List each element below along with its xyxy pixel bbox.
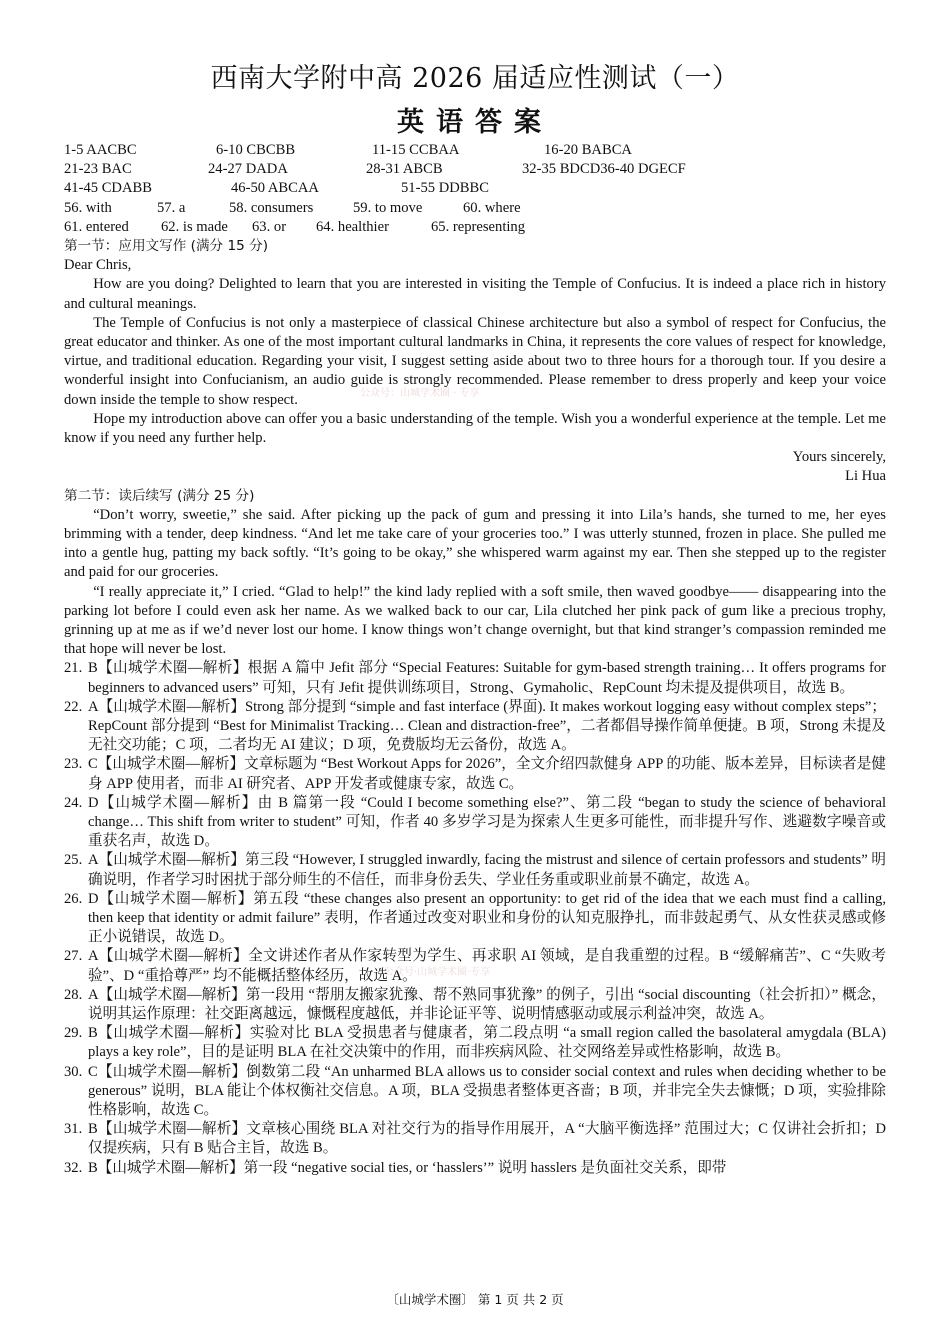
answer-group: 16-20 BABCA [544, 142, 632, 158]
watermark: 公众号：山城学术圈 · 专享 [360, 388, 480, 399]
question-number: 28. [64, 986, 83, 1003]
letter-paragraph: Hope my introduction above can offer you a basic understanding of the temple. Wish you a wonderful experience at the temple. Let me know if you need any further help. [64, 410, 886, 446]
fill-answer: 56. with [64, 199, 112, 216]
fill-answer: 62. is made [161, 218, 228, 235]
letter-salutation: Dear Chris, [64, 257, 132, 274]
answer-key-row [64, 141, 886, 160]
answer-group: 6-10 CBCBB [216, 142, 296, 158]
question-number: 29. [64, 1025, 83, 1042]
explanation-text: A【山城学术圈—解析】第一段用 “帮朋友搬家犹豫、帮不熟同事犹豫” 的例子，引出 “social discounting（社会折扣）” 概念，说明其运作原理：社交距离越远，慷慨程度越低，并非论证平等、说明情感驱动或展示利益冲突，故选 A。 [88, 986, 886, 1023]
explanation-text: A【山城学术圈—解析】第三段 “However, I struggled inwardly, facing the mistrust and silence of certain professors and students” 明确说明，作者学习时困扰于部分师生的不信任，而非身份丢失、学业任务重或职业前景不确定，故选 A。 [88, 852, 886, 888]
explanation-item [64, 1120, 886, 1158]
question-number: 32. [64, 1159, 83, 1176]
explanation-text: A【山城学术圈—解析】全文讲述作者从作家转型为学生、再求职 AI 领域，是自我重塑的过程。B “缓解痛苦”、C “失败考验”、D “重拾尊严” 均不能概括整体经历，故选 A。 [88, 948, 886, 984]
continuation-paragraph: “I really appreciate it,” I cried. “Glad to help!” the kind lady replied with a soft smile, then waved goodbye—— disappearing into the parking lot before I could even ask her name. As we walked back to our car, Lila clutched her pink pack of gum like a precious trophy, grinning up at me as if we’d never lost our home. I know things won’t change overnight, but that kind stranger’s compassion reminded me that hope will never be lost. [64, 583, 886, 658]
fill-answer: 57. a [157, 199, 186, 216]
fill-blank-row [64, 218, 886, 237]
answer-group: 1-5 AACBC [64, 142, 137, 158]
explanation-text: D【山城学术圈—解析】第五段 “these changes also present an opportunity: to get rid of the idea that we each must find a calling, then keep that identity or admit failure” 表明，作者通过改变对职业和身份的认知克服挣扎，而非鼓起勇气、从女性获灵感或修正小说错误，故选 D。 [88, 890, 886, 946]
letter-paragraph: How are you doing? Delighted to learn that you are interested in visiting the Temple of Confucius. It is indeed a place rich in history and cultural meanings. [64, 276, 886, 312]
fill-answer: 63. or [252, 218, 287, 235]
explanation-item [64, 851, 886, 889]
question-number: 30. [64, 1063, 83, 1080]
answer-group: 11-15 CCBAA [372, 142, 460, 158]
question-number: 23. [64, 756, 83, 773]
fill-answer: 61. entered [64, 218, 129, 235]
explanation-text: A【山城学术圈—解析】Strong 部分提到 “simple and fast interface (界面). It makes workout logging easy without complex steps”；RepCount 部分提到 “Best for Minimalist Tracking… Clean and distraction-free”，二者都倡导操作简单便捷。B 项，Strong 未提及无社交功能；C 项，二者均无 AI 建议；D 项，免费版均无云备份，故选 A。 [88, 698, 886, 754]
explanation-item [64, 1159, 886, 1178]
continuation-paragraph: “Don’t worry, sweetie,” she said. After picking up the pack of gum and pressing it into Lila’s hands, she turned to me, her eyes brimming with a tender, deep kindness. “And let me take care of your groceries too.” I was utterly stunned, frozen in place. She pulled me into a gentle hug, patting my back softly. “It’s going to be okay,” she whispered warm against my ear. Then she stepped up to the register and paid for our groceries. [64, 506, 886, 581]
fill-answer: 64. healthier [316, 218, 389, 235]
question-number: 31. [64, 1121, 83, 1138]
question-number: 25. [64, 852, 83, 869]
explanation-text: C【山城学术圈—解析】倒数第二段 “An unharmed BLA allows us to consider social context and rules when deciding whether to be generous” 说明，BLA 能让个体权衡社交信息。A 项，BLA 受损患者整体更吝啬；B 项，并非完全失去慷慨；D 项，实验排除性格影响，故选 C。 [88, 1063, 886, 1119]
explanation-item [64, 947, 886, 985]
explanation-item [64, 1024, 886, 1062]
letter-closing: Yours sincerely, [792, 449, 886, 466]
letter-signature: Li Hua [845, 468, 886, 485]
answer-group: 21-23 BAC [64, 161, 132, 178]
section-heading: 第一节：应用文写作 (满分 15 分) [64, 237, 268, 254]
answer-key-row [64, 179, 886, 198]
answer-group: 41-45 CDABB [64, 180, 152, 197]
fill-answer: 65. representing [431, 218, 526, 235]
question-number: 26. [64, 890, 83, 907]
explanation-text: D【山城学术圈—解析】由 B 篇第一段 “Could I become something else?”、第二段 “began to study the science of behavioral change… This shift from writer to student” 可知，作者 40 多岁学习是为探索人生更多可能性，而非提升写作、逃避数字噪音或重获名声，故选 D。 [88, 794, 886, 850]
answer-key-row [64, 160, 886, 179]
question-number: 27. [64, 948, 83, 965]
fill-answer: 59. to move [353, 199, 423, 216]
explanation-item [64, 659, 886, 697]
answer-group: 24-27 DADA [208, 161, 288, 178]
answer-group: 46-50 ABCAA [231, 180, 319, 197]
explanation-text: C【山城学术圈—解析】文章标题为 “Best Workout Apps for 2026”，全文介绍四款健身 APP 的功能、版本差异，目标读者是健身 APP 使用者，而非 AI 研究者、APP 开发者或健康专家，故选 C。 [88, 756, 886, 792]
answer-group: 51-55 DDBBC [401, 180, 489, 197]
explanation-item [64, 986, 886, 1024]
explanation-item [64, 698, 886, 756]
document-body [64, 141, 886, 1178]
answer-group: 28-31 ABCB [366, 161, 443, 178]
section-heading: 第二节：读后续写 (满分 25 分) [64, 487, 255, 504]
explanation-item [64, 1063, 886, 1121]
question-number: 24. [64, 794, 83, 811]
fill-answer: 58. consumers [229, 199, 314, 216]
explanation-text: B【山城学术圈—解析】第一段 “negative social ties, or ‘hasslers’” 说明 hasslers 是负面社交关系，即带 [88, 1159, 727, 1176]
letter-paragraph: The Temple of Confucius is not only a masterpiece of classical Chinese architecture but also a symbol of respect for Confucius, the great educator and thinker. As one of the most important cultural landmarks in China, it represents the core values of respect for knowledge, virtue, and traditional education. Regarding your visit, I suggest setting aside about two to three hours for a thorough tour. If you desire a wonderful insight into Confucianism, an audio guide is strongly recommended. Please remember to dress properly and keep your voice down inside the temple to show respect. [64, 314, 886, 408]
watermark: 公众号·山城学术圈·专享 [384, 967, 491, 978]
page-footer: 〔山城学术圈〕 第 1 页 共 2 页 [386, 1292, 564, 1307]
page-subtitle: 英语答案 [397, 107, 553, 138]
explanation-text: B【山城学术圈—解析】根据 A 篇中 Jefit 部分 “Special Features: Suitable for gym-based strength training… It offers programs for beginners to advanced users” 可知，只有 Jefit 提供训练项目，Strong、Gymaholic、RepCount 均未提及提供项目，故选 B。 [88, 660, 886, 696]
explanation-item [64, 755, 886, 793]
question-number: 22. [64, 698, 83, 715]
explanation-item [64, 890, 886, 948]
answer-group: 32-35 BDCD36-40 DGECF [522, 161, 686, 178]
fill-blank-row [64, 199, 886, 218]
fill-answer: 60. where [463, 199, 521, 216]
explanation-item [64, 794, 886, 852]
explanation-text: B【山城学术圈—解析】文章核心围绕 BLA 对社交行为的指导作用展开，A “大脑平衡选择” 范围过大；C 仅讲社会折扣；D 仅提疾病，只有 B 贴合主旨，故选 B。 [88, 1121, 886, 1157]
question-number: 21. [64, 660, 83, 677]
page-title: 西南大学附中高 2026 届适应性测试（一） [210, 63, 740, 94]
explanation-text: B【山城学术圈—解析】实验对比 BLA 受损患者与健康者，第二段点明 “a small region called the basolateral amygdala (BLA) plays a key role”，目的是证明 BLA 在社交决策中的作用，而非疾病风险、社交网络差异或性格影响，故选 B。 [88, 1025, 886, 1061]
